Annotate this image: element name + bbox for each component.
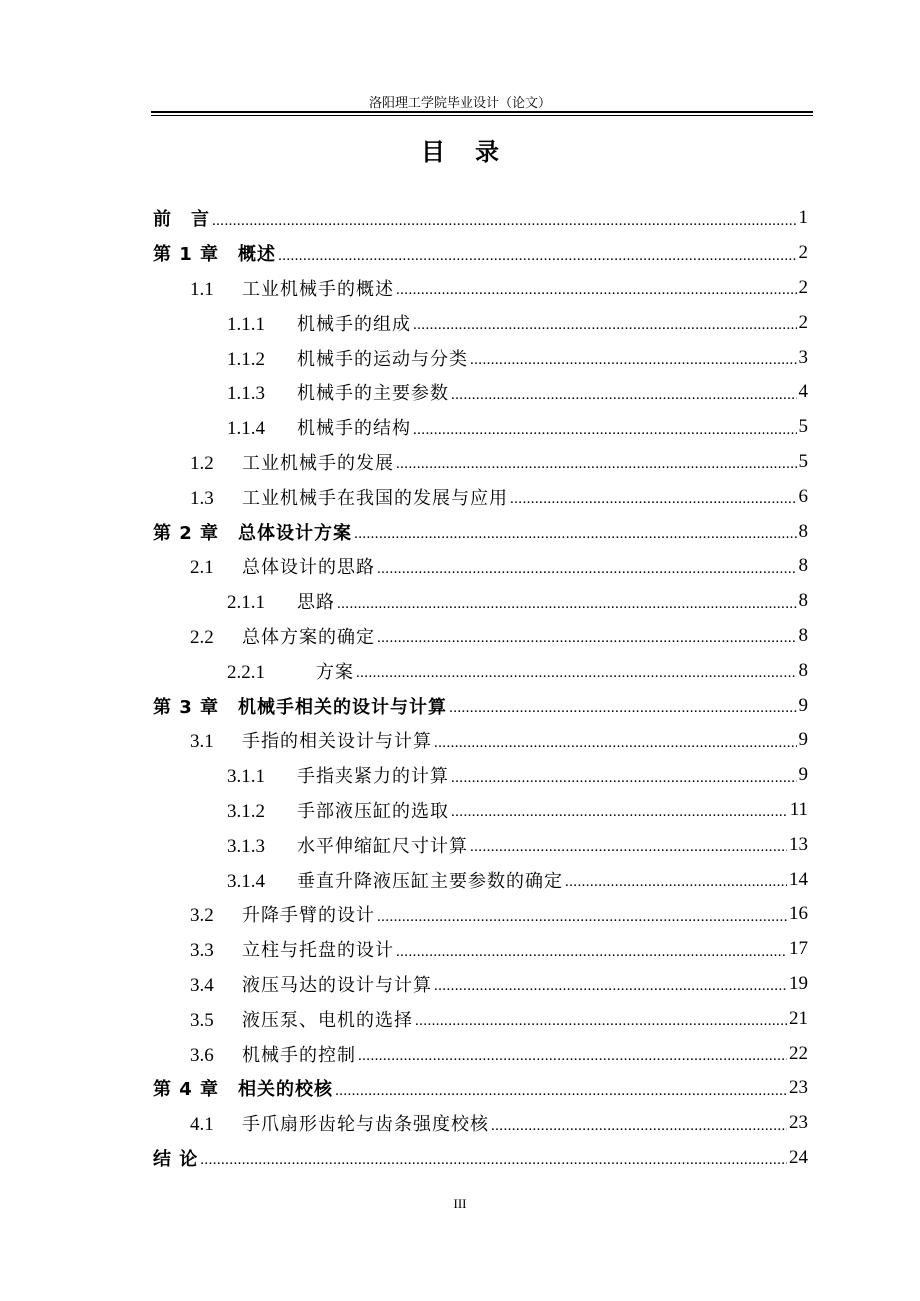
dot-leader (335, 1084, 787, 1099)
toc-entry-text: 垂直升降液压缸主要参数的确定 (297, 870, 563, 892)
toc-entry-text: 手部液压缸的选取 (297, 800, 449, 822)
toc-entry-text: 机械手的组成 (297, 313, 411, 335)
toc-entry-text: 液压马达的设计与计算 (242, 974, 432, 996)
toc-entry[interactable] (0, 793, 920, 828)
header-rule-thin (151, 115, 813, 116)
toc-entry-number: 2.1 (190, 557, 214, 579)
toc-entry-label (190, 901, 375, 927)
toc-entry[interactable] (0, 549, 920, 584)
toc-entry-text: 立柱与托盘的设计 (242, 940, 394, 962)
toc-entry-text: 水平伸缩缸尺寸计算 (297, 835, 468, 857)
toc-entry[interactable] (0, 758, 920, 793)
toc-entry[interactable] (0, 375, 920, 410)
toc-entry-number: 1.1.2 (227, 348, 265, 370)
toc-entry[interactable] (0, 479, 920, 514)
dot-leader (413, 423, 797, 438)
toc-entry[interactable] (0, 410, 920, 445)
toc-entry-page: 2 (798, 276, 808, 298)
toc-entry[interactable] (0, 514, 920, 549)
toc-entry-page: 5 (798, 416, 808, 438)
toc-entry-text: 第 4 章 相关的校核 (153, 1079, 334, 1101)
toc-entry-label (190, 275, 394, 301)
toc-entry-page: 23 (789, 1077, 808, 1099)
toc-entry-page: 22 (789, 1042, 808, 1064)
toc-entry[interactable] (0, 827, 920, 862)
toc-entry-label (190, 553, 375, 579)
toc-entry-number: 3.1.3 (227, 835, 265, 857)
toc-entry[interactable] (0, 932, 920, 967)
toc-entry[interactable] (0, 862, 920, 897)
toc-entry-number: 3.5 (190, 1009, 214, 1031)
toc-entry-page: 8 (798, 520, 808, 542)
toc-entry-label (227, 414, 411, 440)
dot-leader (565, 875, 787, 890)
toc-entry-label (227, 797, 449, 823)
dot-leader (396, 945, 787, 960)
toc-entry-label (190, 1110, 489, 1136)
toc-entry-number: 1.1 (190, 278, 214, 300)
toc-entry-text: 机械手的运动与分类 (297, 348, 468, 370)
toc-entry-number: 1.1.3 (227, 383, 265, 405)
toc-entry[interactable] (0, 584, 920, 619)
toc-entry[interactable] (0, 1001, 920, 1036)
toc-entry-number: 3.1.2 (227, 800, 265, 822)
toc-entry-number: 1.1.4 (227, 418, 265, 440)
toc-entry[interactable] (0, 340, 920, 375)
toc-entry-text: 手指夹紧力的计算 (297, 766, 449, 788)
toc-entry-text: 工业机械手的发展 (242, 452, 394, 474)
toc-entry-label (227, 379, 449, 405)
toc-entry[interactable] (0, 723, 920, 758)
toc-entry-label (190, 936, 394, 962)
toc-entry-number: 4.1 (190, 1114, 214, 1136)
toc-entry[interactable] (0, 897, 920, 932)
toc-entry-label (227, 762, 449, 788)
toc-entry-text: 工业机械手在我国的发展与应用 (242, 487, 508, 509)
dot-leader (358, 1049, 787, 1064)
toc-entry[interactable] (0, 201, 920, 236)
dot-leader (415, 1014, 787, 1029)
toc-entry-page: 17 (789, 938, 808, 960)
toc-entry-page: 11 (789, 798, 808, 820)
toc-entry-label (190, 1006, 413, 1032)
toc-entry-text: 第 3 章 机械手相关的设计与计算 (153, 696, 448, 718)
toc-entry-page: 8 (798, 659, 808, 681)
toc-entry-text: 手爪扇形齿轮与齿条强度校核 (242, 1114, 489, 1136)
toc-entry-text: 机械手的控制 (242, 1044, 356, 1066)
table-of-contents (0, 201, 920, 1175)
toc-entry[interactable] (0, 1106, 920, 1141)
toc-entry-number: 3.1 (190, 731, 214, 753)
toc-entry-page: 21 (789, 1007, 808, 1029)
toc-entry-text: 升降手臂的设计 (242, 905, 375, 927)
dot-leader (510, 492, 797, 507)
toc-entry-page: 14 (789, 868, 808, 890)
toc-entry[interactable] (0, 619, 920, 654)
toc-entry-page: 3 (798, 346, 808, 368)
toc-entry[interactable] (0, 688, 920, 723)
toc-entry-label (153, 240, 276, 266)
toc-entry-number: 3.1.1 (227, 766, 265, 788)
toc-entry-page: 19 (789, 972, 808, 994)
toc-entry-text: 结 论 (153, 1148, 199, 1170)
toc-entry-label (190, 1041, 356, 1067)
dot-leader (337, 597, 797, 612)
toc-entry-label (190, 623, 375, 649)
dot-leader (470, 353, 797, 368)
toc-entry-page: 2 (798, 242, 808, 264)
toc-entry-number: 3.3 (190, 940, 214, 962)
toc-entry-number: 3.6 (190, 1044, 214, 1066)
toc-entry-text: 第 2 章 总体设计方案 (153, 522, 353, 544)
dot-leader (470, 840, 787, 855)
toc-entry-page: 1 (798, 207, 808, 229)
dot-leader (212, 214, 797, 229)
toc-entry-text: 机械手的结构 (297, 418, 411, 440)
dot-leader (451, 771, 797, 786)
toc-entry-label (153, 1075, 333, 1101)
toc-entry-number: 2.2 (190, 626, 214, 648)
toc-entry-text: 思路 (297, 592, 335, 614)
dot-leader (451, 805, 788, 820)
toc-entry-number: 1.1.1 (227, 313, 265, 335)
toc-entry-number: 2.1.1 (227, 592, 265, 614)
toc-entry-page: 8 (798, 590, 808, 612)
toc-entry-page: 6 (798, 485, 808, 507)
toc-entry-page: 24 (789, 1146, 808, 1168)
toc-entry-page: 8 (798, 624, 808, 646)
toc-entry-text: 总体设计的思路 (242, 557, 375, 579)
toc-entry-page: 5 (798, 450, 808, 472)
header-rule-thick (151, 111, 813, 113)
dot-leader (491, 1119, 787, 1134)
dot-leader (200, 1153, 787, 1168)
dot-leader (449, 701, 796, 716)
toc-entry-number: 3.4 (190, 974, 214, 996)
dot-leader (377, 631, 797, 646)
toc-entry-number: 2.2.1 (227, 661, 265, 683)
toc-entry-text: 前 言 (153, 209, 210, 231)
dot-leader (377, 562, 797, 577)
toc-entry-label (227, 867, 563, 893)
toc-entry[interactable] (0, 1141, 920, 1176)
toc-entry-page: 2 (798, 311, 808, 333)
toc-entry-text: 方案 (297, 661, 354, 683)
toc-entry[interactable] (0, 305, 920, 340)
toc-entry-label (227, 345, 468, 371)
toc-title: 目录 (421, 138, 529, 166)
toc-entry-page: 8 (798, 555, 808, 577)
toc-entry-text: 工业机械手的概述 (242, 278, 394, 300)
toc-entry-text: 总体方案的确定 (242, 626, 375, 648)
dot-leader (354, 527, 796, 542)
toc-entry-label (190, 727, 432, 753)
toc-entry-number: 1.3 (190, 487, 214, 509)
toc-entry-text: 手指的相关设计与计算 (242, 731, 432, 753)
toc-entry[interactable] (0, 1036, 920, 1071)
toc-entry-label (153, 205, 210, 231)
running-header: 洛阳理工学院毕业设计（论文） (368, 96, 551, 111)
dot-leader (377, 910, 787, 925)
page-number: III (453, 1196, 467, 1211)
toc-entry-page: 9 (798, 764, 808, 786)
toc-entry-page: 23 (789, 1112, 808, 1134)
toc-entry-label (190, 449, 394, 475)
toc-entry-text: 机械手的主要参数 (297, 383, 449, 405)
toc-entry-number: 3.1.4 (227, 870, 265, 892)
toc-entry-text: 液压泵、电机的选择 (242, 1009, 413, 1031)
toc-entry-label (227, 658, 354, 684)
toc-entry[interactable] (0, 445, 920, 480)
toc-entry-label (153, 1145, 198, 1171)
toc-entry-label (190, 484, 508, 510)
toc-entry-label (227, 310, 411, 336)
toc-entry-number: 1.2 (190, 452, 214, 474)
toc-entry-label (227, 832, 468, 858)
dot-leader (434, 979, 787, 994)
toc-entry[interactable] (0, 967, 920, 1002)
dot-leader (396, 283, 797, 298)
toc-entry[interactable] (0, 1071, 920, 1106)
toc-entry-text: 第 1 章 概述 (153, 244, 277, 266)
toc-entry-label (227, 588, 335, 614)
dot-leader (356, 666, 797, 681)
dot-leader (434, 736, 797, 751)
toc-entry[interactable] (0, 653, 920, 688)
toc-entry-label (190, 971, 432, 997)
toc-entry[interactable] (0, 236, 920, 271)
dot-leader (451, 388, 797, 403)
toc-entry-number: 3.2 (190, 905, 214, 927)
toc-entry-page: 9 (798, 729, 808, 751)
toc-entry-page: 9 (798, 694, 808, 716)
toc-entry[interactable] (0, 271, 920, 306)
toc-entry-page: 4 (798, 381, 808, 403)
toc-entry-label (153, 693, 447, 719)
toc-entry-label (153, 519, 352, 545)
toc-entry-page: 13 (789, 833, 808, 855)
dot-leader (278, 249, 796, 264)
dot-leader (413, 318, 797, 333)
toc-entry-page: 16 (789, 903, 808, 925)
dot-leader (396, 457, 797, 472)
